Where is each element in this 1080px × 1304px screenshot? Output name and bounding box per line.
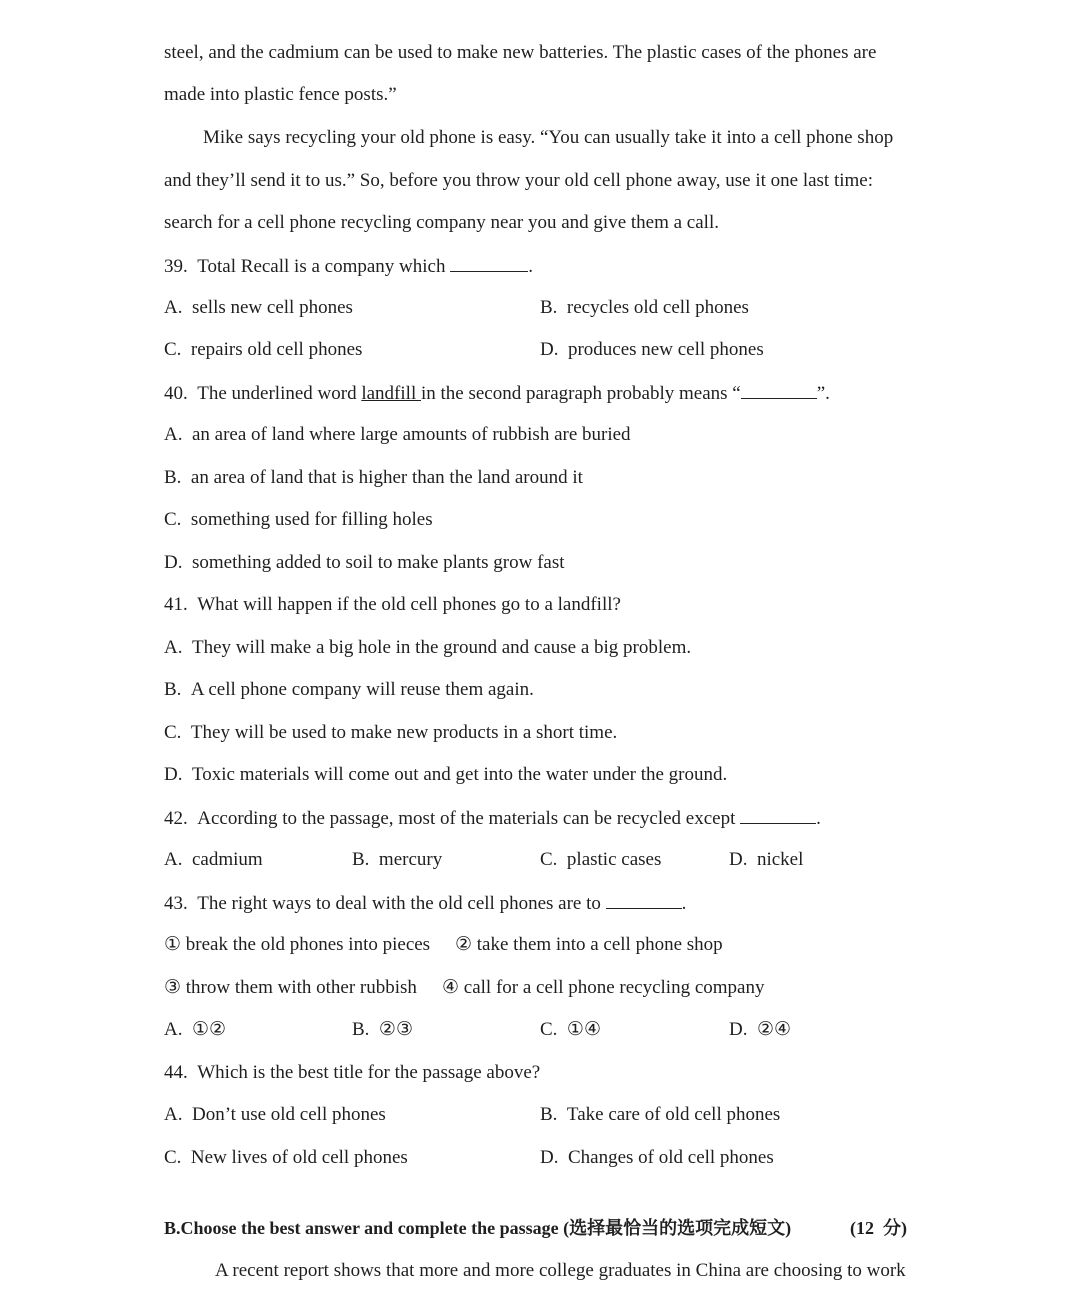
passage-line: A recent report shows that more and more college graduates in China are choosing to work xyxy=(215,1260,906,1281)
option-42-d: D. nickel xyxy=(729,849,804,870)
question-42-stem xyxy=(164,806,821,831)
answer-blank xyxy=(740,806,816,824)
option-40-a: A. an area of land where large amounts of rubbish are buried xyxy=(164,424,631,445)
section-heading: B.Choose the best answer and complete the passage (选择最恰当的选项完成短文) xyxy=(164,1218,792,1238)
question-41-stem: 41. What will happen if the old cell phones go to a landfill? xyxy=(164,594,621,615)
option-44-b: B. Take care of old cell phones xyxy=(540,1104,781,1125)
question-text: 39. Total Recall is a company which xyxy=(164,256,446,277)
answer-blank xyxy=(606,891,682,909)
choice-item-4: ④ call for a cell phone recycling company xyxy=(442,977,765,998)
answer-blank xyxy=(450,254,528,272)
option-40-c: C. something used for filling holes xyxy=(164,509,433,530)
question-end: . xyxy=(816,808,821,829)
question-39-stem xyxy=(164,254,533,279)
option-44-c: C. New lives of old cell phones xyxy=(164,1147,408,1168)
question-end: ”. xyxy=(816,383,830,404)
choice-item-1: ① break the old phones into pieces xyxy=(164,934,431,955)
option-39-d: D. produces new cell phones xyxy=(540,339,764,360)
question-end: . xyxy=(528,256,533,277)
option-42-b: B. mercury xyxy=(352,849,443,870)
option-43-b: B. ②③ xyxy=(352,1019,413,1040)
option-40-d: D. something added to soil to make plants grow fast xyxy=(164,552,565,573)
option-43-a: A. ①② xyxy=(164,1019,227,1040)
option-41-c: C. They will be used to make new products in a short time. xyxy=(164,722,618,743)
option-39-c: C. repairs old cell phones xyxy=(164,339,363,360)
passage-line: search for a cell phone recycling company near you and give them a call. xyxy=(164,212,719,233)
choice-item-3: ③ throw them with other rubbish xyxy=(164,977,417,998)
question-end: . xyxy=(681,893,687,914)
option-43-d: D. ②④ xyxy=(729,1019,792,1040)
question-40-stem xyxy=(164,381,830,406)
question-text: 43. The right ways to deal with the old cell phones are to xyxy=(164,893,601,914)
question-text: in the second paragraph probably means “ xyxy=(420,383,741,404)
underlined-word: landfill xyxy=(361,383,421,404)
option-41-b: B. A cell phone company will reuse them again. xyxy=(164,679,534,700)
question-text: 42. According to the passage, most of the materials can be recycled except xyxy=(164,808,736,829)
option-43-c: C. ①④ xyxy=(540,1019,601,1040)
section-score: (12 分) xyxy=(850,1218,907,1238)
option-41-a: A. They will make a big hole in the ground and cause a big problem. xyxy=(164,637,692,658)
passage-line: made into plastic fence posts.” xyxy=(164,84,397,105)
option-42-a: A. cadmium xyxy=(164,849,263,870)
option-39-b: B. recycles old cell phones xyxy=(540,297,749,318)
option-42-c: C. plastic cases xyxy=(540,849,662,870)
option-44-a: A. Don’t use old cell phones xyxy=(164,1104,386,1125)
question-43-stem xyxy=(164,891,686,916)
question-44-stem: 44. Which is the best title for the passage above? xyxy=(164,1062,541,1083)
question-text: 40. The underlined word xyxy=(164,383,362,404)
passage-line: and they’ll send it to us.” So, before you throw your old cell phone away, use it one last time: xyxy=(164,170,874,191)
option-41-d: D. Toxic materials will come out and get into the water under the ground. xyxy=(164,764,728,785)
option-44-d: D. Changes of old cell phones xyxy=(540,1147,774,1168)
passage-line: Mike says recycling your old phone is easy. “You can usually take it into a cell phone shop xyxy=(203,127,894,148)
passage-line: steel, and the cadmium can be used to make new batteries. The plastic cases of the phones are xyxy=(164,42,877,63)
choice-item-2: ② take them into a cell phone shop xyxy=(455,934,723,955)
option-39-a: A. sells new cell phones xyxy=(164,297,353,318)
option-40-b: B. an area of land that is higher than the land around it xyxy=(164,467,583,488)
answer-blank xyxy=(741,381,817,399)
